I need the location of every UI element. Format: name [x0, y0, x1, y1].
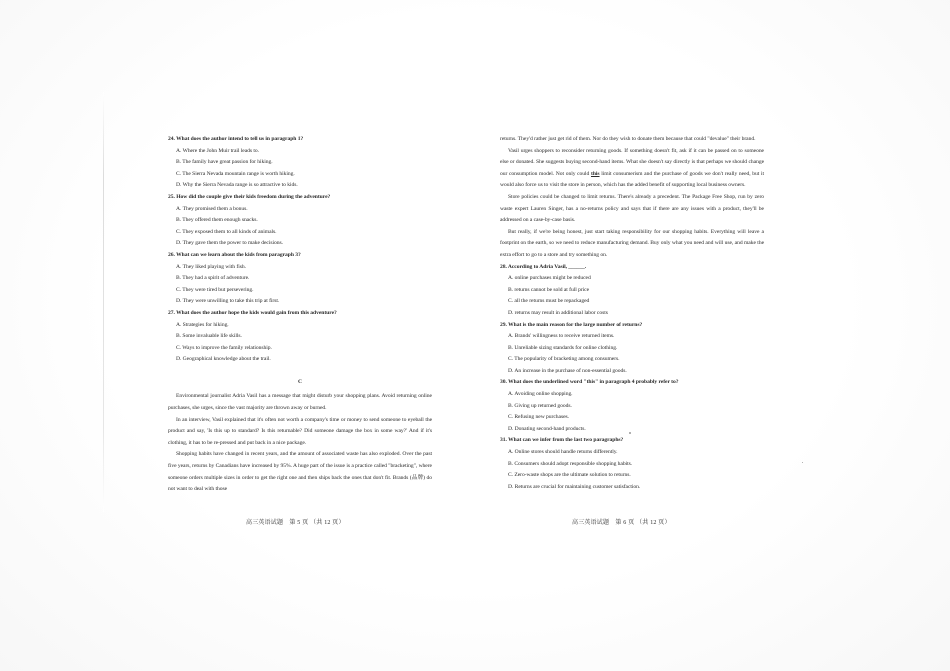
question-stem: 24. What does the author intend to tell us in paragraph 1? — [168, 136, 304, 142]
question-option: D. They were unwilling to take this trip at first. — [176, 298, 280, 305]
question-block-25 — [168, 192, 432, 250]
left-page-column — [168, 134, 432, 496]
question-option: B. Some invaluable life skills. — [176, 333, 242, 340]
section-heading: C — [298, 378, 302, 385]
question-stem: 27. What does the author hope the kids would gain from this adventure? — [168, 309, 337, 316]
question-stem: 29. What is the main reason for the large number of returns? — [500, 321, 643, 328]
question-stem: 30. What does the underlined word "this" in paragraph 4 probably refer to? — [500, 379, 679, 386]
passage-paragraph: returns. They'd rather just get rid of them. Nor do they wish to donate them because that could "devalue" their brand. — [500, 136, 756, 142]
question-option: D. Donating second-hand products. — [508, 425, 586, 432]
binding-edge-shadow — [103, 92, 104, 512]
question-option: D. Returns are crucial for maintaining customer satisfaction. — [508, 483, 641, 490]
underlined-word: this — [591, 170, 600, 177]
page-footer: 高三英语试题 第 6 页 （共 12 页） — [572, 520, 671, 526]
page-footer: 高三英语试题 第 5 页 （共 12 页） — [246, 520, 345, 526]
question-option: C. all the returns must be repackaged — [508, 298, 590, 305]
question-option: D. An increase in the purchase of non-essential goods. — [508, 367, 627, 374]
question-option: C. Refusing new purchases. — [508, 414, 569, 421]
question-block-28 — [500, 262, 764, 320]
question-option: A. They promised them a bonus. — [176, 205, 248, 212]
question-block-29 — [500, 320, 764, 378]
question-option: A. Where the John Muir trail leads to. — [176, 147, 259, 154]
question-option: B. Consumers should adopt responsible shopping habits. — [508, 460, 633, 467]
question-stem: 31. What can we infer from the last two paragraphs? — [500, 437, 624, 444]
question-stem: 28. According to Adria Vasil, ______. — [500, 263, 587, 270]
paragraph-text: limit consumerism and the purchase of goods we don't really need, but it would also force us to visit the store in person, which has the added benefit of supporting local business owners. — [500, 170, 764, 189]
question-block-30 — [500, 377, 764, 435]
question-option: A. online purchases might be reduced — [508, 275, 591, 282]
question-option: C. Zero-waste shops are the ultimate solution to returns. — [508, 472, 631, 479]
question-option: B. returns cannot be sold at full price — [508, 286, 590, 293]
question-option: A. They liked playing with fish. — [176, 263, 246, 270]
question-option: D. They gave them the power to make decisions. — [176, 240, 283, 247]
question-stem: 25. How did the couple give their kids freedom during the adventure? — [168, 193, 331, 200]
right-page-column — [500, 134, 764, 493]
question-block-31 — [500, 435, 764, 493]
question-option: B. Giving up returned goods. — [508, 402, 572, 409]
question-block-24 — [168, 134, 432, 192]
passage-paragraph: Store policies could be changed to limit returns. There's already a precedent. The Package Free Shop, run by zero waste expert Lauren Singer, has a no-returns policy and says that if there are any issues with a product, they'll be addressed on a case-by-case basis. — [500, 193, 764, 224]
question-stem: 26. What can we learn about the kids from paragraph 3? — [168, 251, 301, 258]
question-option: B. The family have great passion for hiking. — [176, 159, 273, 166]
question-option: A. Avoiding online shopping. — [508, 391, 573, 398]
question-option: A. Strategies for hiking. — [176, 321, 229, 328]
question-option: B. Unreliable sizing standards for online clothing. — [508, 344, 618, 351]
question-option: C. The Sierra Nevada mountain range is worth hiking. — [176, 170, 295, 177]
passage-paragraph: In an interview, Vasil explained that it's often not worth a company's time or money to send someone to eyeball the product and say, 'Is this up to standard? Is this returnable? Did someone damage the box in some way?' And if it's clothing, it has to be re-pressed and put back in a nice package. — [168, 416, 432, 446]
paragraph-text: Vasil urges shoppers to reconsider returning goods. If something doesn't fit, ask if it can be passed on to someone else or donated. She suggests buying second-hand items. What she doesn't say directly is that perhaps we should change our consumption model. Not only could — [500, 147, 764, 177]
question-option: A. Online stores should handle returns differently. — [508, 449, 618, 456]
question-option: C. Ways to improve the family relationship. — [176, 344, 272, 351]
passage-paragraph: Shopping habits have changed in recent years, and the amount of associated waste has also exploded. Over the past five years, returns by Canadians have increased by 95%. A huge part of the issue is a practice called "bracketing", where someone orders multiple sizes in order to get the right one and then ships back the ones that don't fit. Brands (品牌) do not want to deal with those — [168, 451, 432, 493]
question-option: D. Why the Sierra Nevada range is so attractive to kids. — [176, 182, 298, 189]
question-block-26 — [168, 250, 432, 308]
scan-speck — [802, 462, 803, 463]
question-option: D. Geographical knowledge about the trail. — [176, 356, 271, 363]
question-option: B. They offered them enough snacks. — [176, 217, 258, 224]
question-option: C. They exposed them to all kinds of animals. — [176, 228, 277, 235]
question-option: D. returns may result in additional labor costs — [508, 309, 608, 316]
question-option: B. They had a spirit of adventure. — [176, 275, 250, 282]
question-block-27 — [168, 308, 432, 366]
passage-paragraph-with-underline — [500, 146, 764, 192]
question-option: A. Brands' willingness to receive returned items. — [508, 333, 615, 340]
passage-paragraph: But really, if we're being honest, just start taking responsibility for our shopping habits. Everything will leave a footprint on the earth, so we need to reduce manufacturing demand. Buy only what you need and will use, and make the extra effort to go to a store and try something on. — [500, 228, 764, 258]
question-option: C. They were tired but persevering. — [176, 286, 254, 293]
passage-paragraph: Environmental journalist Adria Vasil has a message that might disturb your shopping plans. Avoid returning online purchases, she urges, since the vast majority are thrown away or burned. — [168, 393, 432, 412]
question-option: C. The popularity of bracketing among consumers. — [508, 356, 620, 363]
